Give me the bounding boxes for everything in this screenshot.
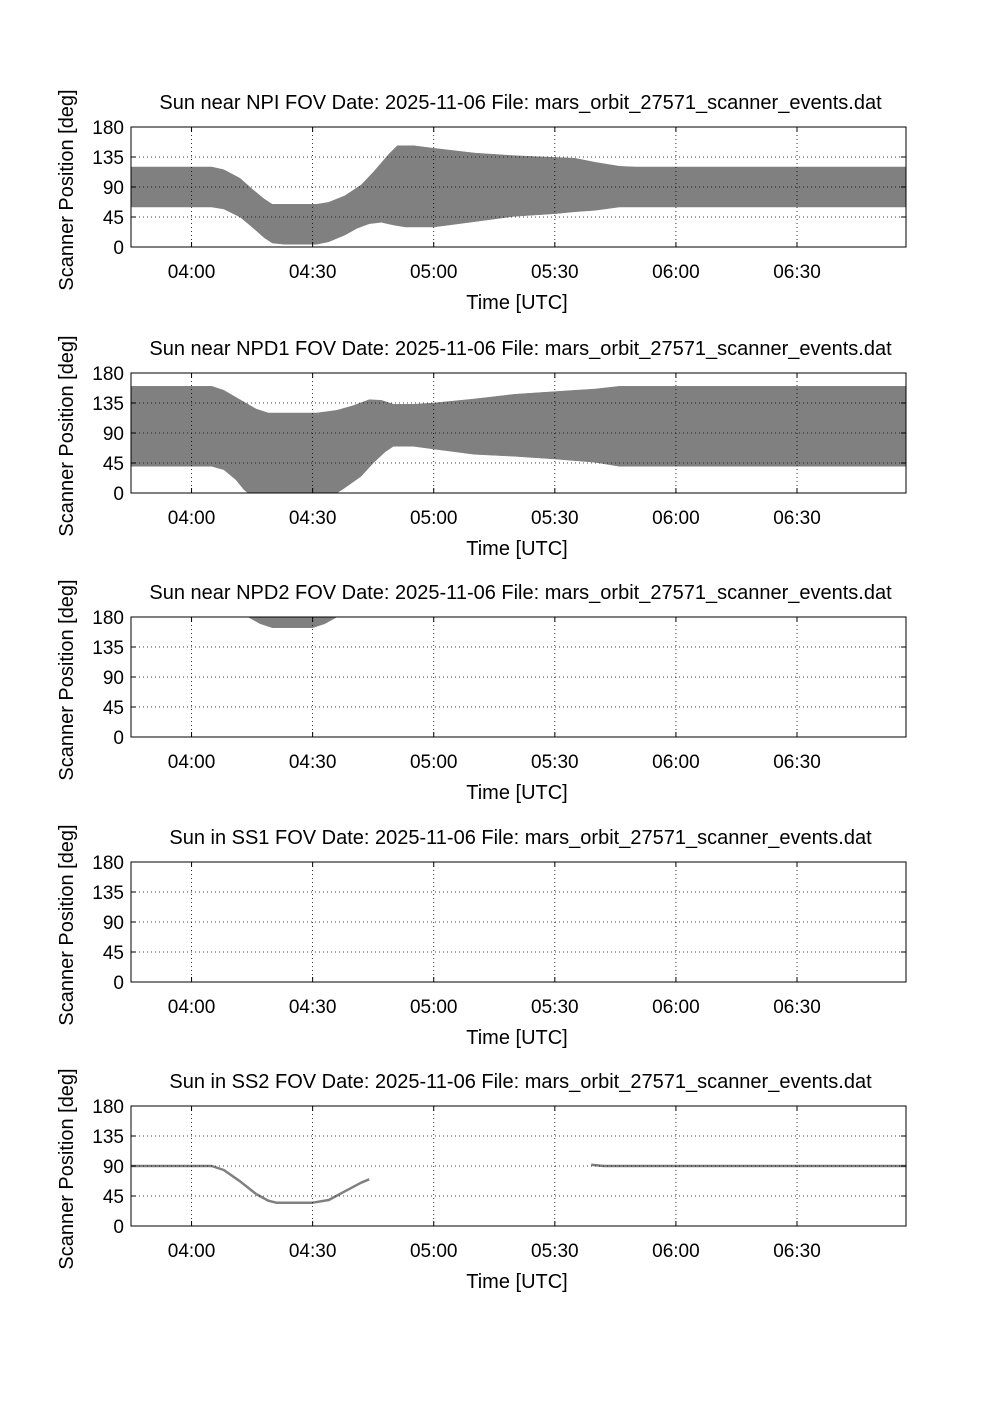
y-tick-label: 135 [92, 394, 124, 415]
x-tick-label: 06:00 [652, 262, 700, 283]
panel-title: Sun near NPD2 FOV Date: 2025-11-06 File: mars_orbit_27571_scanner_events.dat [149, 582, 892, 604]
y-tick-label: 180 [92, 118, 124, 139]
y-tick-label: 90 [102, 424, 124, 445]
x-tick-label: 06:30 [773, 508, 821, 529]
x-tick-label: 06:30 [773, 752, 821, 773]
panel-3 [56, 579, 906, 804]
panel-4 [56, 824, 906, 1049]
x-tick-label: 05:00 [409, 752, 458, 773]
y-tick-label: 180 [92, 853, 124, 874]
x-tick-label: 04:30 [288, 262, 337, 283]
x-axis-label: Time [UTC] [466, 782, 568, 804]
x-axis-label: Time [UTC] [466, 1271, 568, 1293]
fov-band-1 [248, 617, 337, 628]
x-tick-label: 06:00 [652, 997, 700, 1018]
x-tick-label: 06:30 [773, 262, 821, 283]
y-tick-label: 180 [92, 1097, 124, 1118]
y-tick-label: 45 [102, 1187, 124, 1208]
x-tick-label: 04:00 [167, 508, 216, 529]
y-tick-label: 180 [92, 364, 124, 385]
fov-band-1 [131, 386, 906, 493]
x-tick-label: 04:00 [167, 262, 216, 283]
x-tick-label: 05:00 [409, 1241, 458, 1262]
y-axis-label: Scanner Position [deg] [56, 89, 78, 291]
fov-band-1 [131, 146, 906, 245]
y-tick-label: 135 [92, 148, 124, 169]
y-axis-label: Scanner Position [deg] [56, 579, 78, 781]
y-tick-label: 90 [102, 668, 124, 689]
x-tick-label: 04:30 [288, 508, 337, 529]
panel-title: Sun in SS2 FOV Date: 2025-11-06 File: mars_orbit_27571_scanner_events.dat [169, 1071, 872, 1093]
y-tick-label: 45 [102, 454, 124, 475]
y-tick-label: 45 [102, 698, 124, 719]
x-tick-label: 04:00 [167, 752, 216, 773]
y-tick-label: 135 [92, 1127, 124, 1148]
sun-track-line-1 [131, 1166, 369, 1203]
x-axis-label: Time [UTC] [466, 1027, 568, 1049]
panel-2 [56, 335, 906, 560]
y-axis-label: Scanner Position [deg] [56, 1068, 78, 1270]
y-axis-label: Scanner Position [deg] [56, 824, 78, 1026]
y-tick-label: 180 [92, 608, 124, 629]
x-tick-label: 06:00 [652, 1241, 700, 1262]
x-tick-label: 04:00 [167, 1241, 216, 1262]
panel-title: Sun in SS1 FOV Date: 2025-11-06 File: mars_orbit_27571_scanner_events.dat [169, 827, 872, 849]
x-tick-label: 05:30 [531, 262, 579, 283]
panel-5 [56, 1068, 906, 1293]
x-tick-label: 04:30 [288, 997, 337, 1018]
x-tick-label: 06:30 [773, 1241, 821, 1262]
x-tick-label: 04:30 [288, 1241, 337, 1262]
x-tick-label: 06:00 [652, 508, 700, 529]
y-tick-label: 0 [113, 973, 124, 994]
panel-title: Sun near NPI FOV Date: 2025-11-06 File: mars_orbit_27571_scanner_events.dat [159, 92, 882, 114]
y-tick-label: 45 [102, 943, 124, 964]
x-tick-label: 04:00 [167, 997, 216, 1018]
panel-title: Sun near NPD1 FOV Date: 2025-11-06 File: mars_orbit_27571_scanner_events.dat [149, 338, 892, 360]
y-axis-label: Scanner Position [deg] [56, 335, 78, 537]
y-tick-label: 90 [102, 178, 124, 199]
x-tick-label: 05:30 [531, 752, 579, 773]
y-tick-label: 0 [113, 238, 124, 259]
x-axis-label: Time [UTC] [466, 538, 568, 560]
y-tick-label: 90 [102, 1157, 124, 1178]
y-tick-label: 90 [102, 913, 124, 934]
y-tick-label: 0 [113, 1217, 124, 1238]
x-tick-label: 04:30 [288, 752, 337, 773]
x-axis-label: Time [UTC] [466, 292, 568, 314]
y-tick-label: 135 [92, 883, 124, 904]
y-tick-label: 0 [113, 728, 124, 749]
sun-track-line-2 [591, 1165, 906, 1166]
x-tick-label: 05:30 [531, 1241, 579, 1262]
y-tick-label: 45 [102, 208, 124, 229]
x-tick-label: 05:30 [531, 508, 579, 529]
y-tick-label: 135 [92, 638, 124, 659]
y-tick-label: 0 [113, 484, 124, 505]
x-tick-label: 06:30 [773, 997, 821, 1018]
x-tick-label: 06:00 [652, 752, 700, 773]
x-tick-label: 05:00 [409, 508, 458, 529]
x-tick-label: 05:00 [409, 262, 458, 283]
x-tick-label: 05:30 [531, 997, 579, 1018]
panel-1 [56, 89, 906, 314]
x-tick-label: 05:00 [409, 997, 458, 1018]
